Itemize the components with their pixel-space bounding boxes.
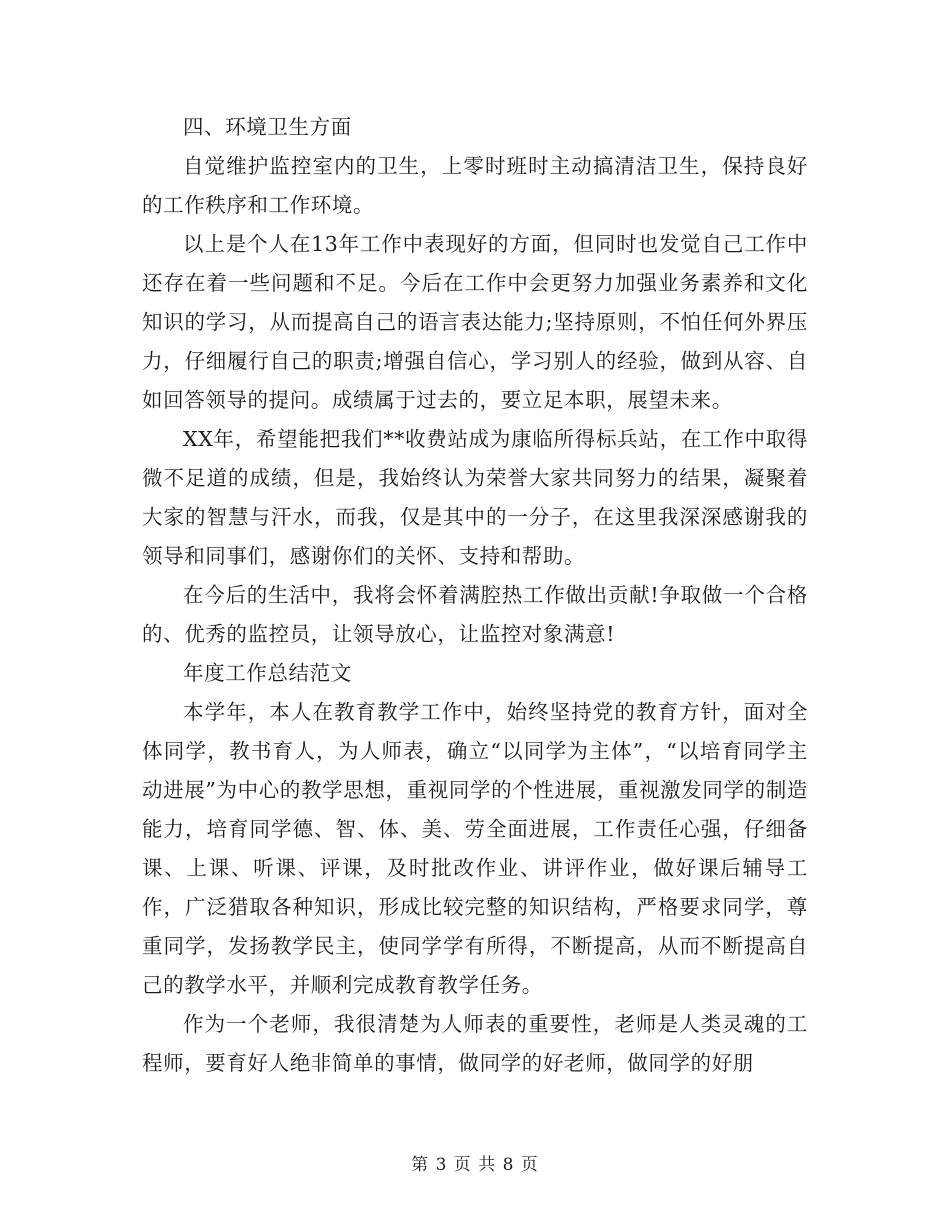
paragraph: 本学年，本人在教育教学工作中，始终坚持党的教育方针，面对全体同学，教书育人，为人师表，确立“以同学为主体”，“以培育同学主动进展”为中心的教学思想，重视同学的个性进展，重视激发同学的制造能力，培育同学德、智、体、美、劳全面进展，工作责任心强，仔细备课、上课、听课、评课，及时批改作业、讲评作业，做好课后辅导工作，广泛猎取各种知识，形成比较完整的知识结构，严格要求同学，尊重同学，发扬教学民主，使同学学有所得，不断提高，从而不断提高自己的教学水平，并顺利完成教育教学任务。 <box>142 700 808 997</box>
paragraph: 作为一个老师，我很清楚为人师表的重要性，老师是人类灵魂的工程师，要育好人绝非简单的事情，做同学的好老师，做同学的好朋 <box>142 1012 808 1075</box>
section-heading-environment: 四、环境卫生方面 <box>183 115 352 139</box>
document-body <box>142 108 808 1083</box>
paragraph: 以上是个人在13年工作中表现好的方面，但同时也发觉自己工作中还存在着一些问题和不足。今后在工作中会更努力加强业务素养和文化知识的学习，从而提高自己的语言表达能力;坚持原则，不怕任何外界压力，仔细履行自己的职责;增强自信心，学习别人的经验，做到从容、自如回答领导的提问。成绩属于过去的，要立足本职，展望未来。 <box>142 232 808 412</box>
paragraph: 自觉维护监控室内的卫生，上零时班时主动搞清洁卫生，保持良好的工作秩序和工作环境。 <box>142 154 808 217</box>
section-heading-annual-summary: 年度工作总结范文 <box>183 661 352 685</box>
paragraph: 在今后的生活中，我将会怀着满腔热工作做出贡献!争取做一个合格的、优秀的监控员，让领导放心，让监控对象满意! <box>142 583 808 646</box>
paragraph: XX年，希望能把我们**收费站成为康临所得标兵站，在工作中取得微不足道的成绩，但是，我始终认为荣誉大家共同努力的结果，凝聚着大家的智慧与汗水，而我，仅是其中的一分子，在这里我深深感谢我的领导和同事们，感谢你们的关怀、支持和帮助。 <box>142 427 808 568</box>
page-number-footer: 第 3 页 共 8 页 <box>411 1155 539 1175</box>
